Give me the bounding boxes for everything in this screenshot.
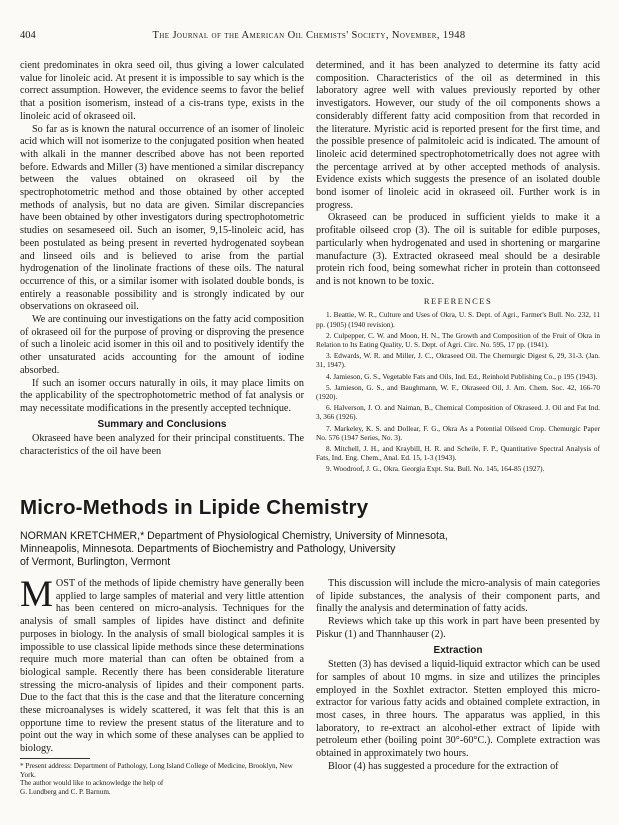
intro-text: OST of the methods of lipide chemistry have generally been applied to large samples of material and very little attention has been centered on micro-analysis. Techniques for the analysis of small samples of lipides have distinct and definite purposes in biology. In the analysis of small biological samples it is impossible to use classical lipide methods since these determinations require much more material than can often be obtained from a biological sample. Recently there has been considerable literature stressing the micro-analysis of lipides and their component parts. Due to the fact that this is the case and that the literature concerning these microanalyses is widely scattered, it was felt that this is an opportune time to review the present status of the literature and to point out the way in which some of these analyses can be applied to biology. (20, 578, 304, 755)
top-left-column (20, 60, 304, 459)
reference-item: 2. Culpepper, C. W. and Moon, H. N., The Growth and Composition of the Fruit of Okra in Relation to Its Eating Quality, U. S. Dept. of Agri. Circ. No. 595, 17 pp. (1941). (316, 330, 600, 349)
paragraph: This discussion will include the micro-analysis of main categories of lipide substances, the analysis of their component parts, and finally the analysis and determination of fatty acids. (316, 578, 600, 615)
footnote: * Present address: Department of Pathology, Long Island College of Medicine, Brooklyn, New York. (20, 762, 293, 779)
extraction-heading: Extraction (433, 644, 483, 656)
journal-title: The Journal of the American Oil Chemists' Society, November, 1948 (152, 30, 466, 41)
reference-item: 3. Edwards, W. R. and Miller, J. C., Okraseed Oil. The Chemurgic Digest 6, 29, 31-3. (Jan. 31, 1947). (316, 351, 600, 370)
footnotes (20, 762, 304, 796)
paragraph: Stetten (3) has devised a liquid-liquid extractor which can be used for samples of about 10 mgms. in size and utilizes the principles employed in the Soxhlet extractor. Stetten employed this micro-extractor for various fatty acids and obtained complete extraction, in most cases, in three hours. The apparatus was applied, in this laboratory, to re-extract an alcohol-ether extract of lipide with petroleum ether (boiling point 30°-60°C.). Complete extraction was obtained in approximately two hours. (316, 659, 600, 760)
reference-item: 9. Woodroof, J. G., Okra. Georgia Expt. Sta. Bull. No. 145, 164-85 (1927). (326, 464, 545, 474)
footnote-rule (20, 758, 90, 759)
author-line: NORMAN KRETCHMER,* Department of Physiological Chemistry, University of Minnesota, (20, 530, 448, 542)
reference-item: 4. Jamieson, G. S., Vegetable Fats and Oils, Ind. Ed., Reinhold Publishing Co., p 195 (1943). (326, 371, 598, 381)
reference-item: 5. Jamieson, G. S., and Baughmann, W. F., Okraseed Oil, J. Am. Chem. Soc. 42, 166-70 (1920). (316, 382, 600, 401)
references-heading: REFERENCES (423, 295, 493, 306)
paragraph: Okraseed can be produced in sufficient yields to make it a profitable oilseed crop (3). The oil is suitable for edible purposes, particularly when hydrogenated and used in shortening or margarine manufacture (3). Extracted okraseed meal should be a desirable protein rich food, being somewhat richer in protein than cottonseed and is not known to be toxic. (316, 212, 600, 287)
reference-item: 1. Beattie, W. R., Culture and Uses of Okra, U. S. Dept. of Agri., Farmer's Bull. No. 232, 11 pp. (1905) (1940 revision). (316, 310, 600, 329)
footnote: G. Lundberg and C. P. Barnum. (20, 787, 111, 796)
author-line: Minneapolis, Minnesota. Departments of Biochemistry and Pathology, University (20, 543, 396, 555)
intro-paragraph (20, 574, 304, 756)
paragraph: cient predominates in okra seed oil, thus giving a lower calculated value for linoleic acid. At present it is impossible to say which is the correct assumption. However, the evidence seems to favor the belief that a position isomerism, instead of a cis-trans type, exists in the linoleic acid of okraseed oil. (20, 60, 304, 122)
reference-item: 8. Mitchell, J. H., and Kraybill, H. R. and Scheile, F. P., Quantitative Spectral Analysis of Fats, Ind. Eng. Chem., Anal. Ed. 15, 1-3 (1943). (316, 444, 600, 463)
paragraph: Reviews which take up this work in part have been presented by Piskur (1) and Thannhauser (2). (316, 616, 600, 640)
summary-heading: Summary and Conclusions (97, 418, 227, 430)
article-left-column (20, 574, 304, 756)
author-affiliation (20, 530, 580, 569)
top-right-column (316, 60, 600, 476)
page-number: 404 (20, 30, 36, 41)
author-line: of Vermont, Burlington, Vermont (20, 556, 171, 568)
paragraph: determined, and it has been analyzed to determine its fatty acid composition. Characteristics of the oil as determined in this laboratory agree well with values previously reported by other investigators. However, our study of the oil components shows a considerably different fatty acid composition from that recorded in the literature. Myristic acid is reported present for the first time, and the possible presence of palmitoleic acid is indicated. The amount of linoleic acid determined spectrophotometrically does not agree with the percentage arrived at by other accepted methods of analysis. Evidence exists which suggests the presence of an isolated double bond isomer of linoleic acid in okraseed oil. Further work is in progress. (316, 60, 600, 211)
reference-item: 6. Halverson, J. O. and Naiman, B., Chemical Composition of Okraseed. J. Oil and Fat Ind. 3, 366 (1926). (316, 403, 600, 422)
paragraph: Okraseed have been analyzed for their principal constituents. The characteristics of the oil have been (20, 433, 304, 458)
article-title: Micro-Methods in Lipide Chemistry (20, 496, 369, 519)
reference-item: 7. Markeley, K. S. and Dollear, F. G., Okra As a Potential Oilseed Crop. Chemurgic Paper No. 576 (1947 Series, No. 3). (316, 423, 600, 442)
paragraph: If such an isomer occurs naturally in oils, it may place limits on the applicability of the spectrophotometric method of fat analysis or may necessitate modifications in the presently accepted technique. (20, 377, 304, 414)
footnote: The author would like to acknowledge the help of (20, 779, 164, 788)
drop-cap: M (20, 574, 53, 615)
paragraph: We are continuing our investigations on the fatty acid composition of okraseed oil for the purpose of proving or disproving the presence of such a linoleic acid isomer in this oil and to positively identify the other unsaturated acids accounting for the amount of iodine absorbed. (20, 314, 304, 376)
paragraph: Bloor (4) has suggested a procedure for the extraction of (328, 760, 559, 772)
references-list (316, 310, 600, 473)
article-right-column (316, 578, 600, 774)
paragraph: So far as is known the natural occurrence of an isomer of linoleic acid which will not isomerize to the conjugated position when heated with alkali in the manner described above has not been reported before. Edwards and Miller (3) have mentioned a similar discrepancy between the values obtained on okraseed oil by the spectrophotometric method and those obtained by other accepted methods of analysis, but no data are given. Similar discrepancies have been obtained by other investigators during spectrophotometric studies on sesameseed oil. Such an isomer, 9,15-linoleic acid, has been postulated as being present in reverted hydrogenated soybean and linseed oils and is believed to arise from the partial hydrogenation of the linolinate fractions of these oils. The natural occurrence of this, or a similar isomer with isolated double bonds, is entirely a reasonable possibility and is strongly indicated by our observations on okraseed oil. (20, 123, 304, 313)
